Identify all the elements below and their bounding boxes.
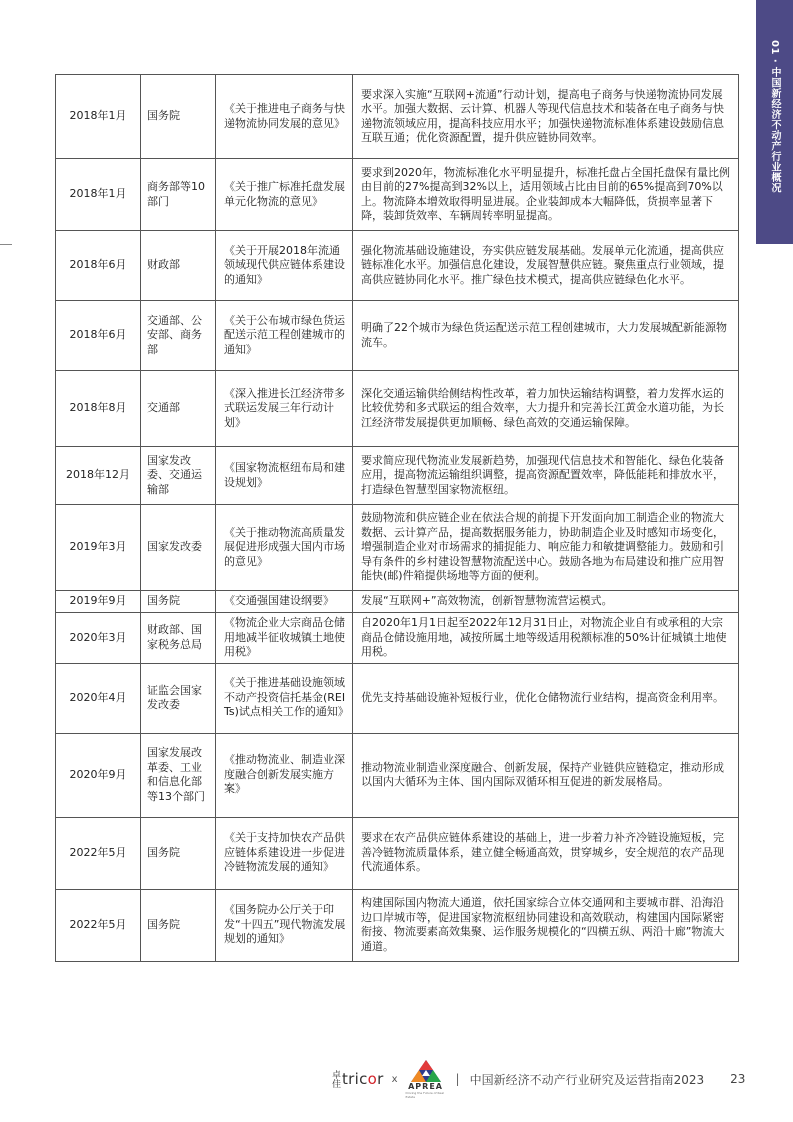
table-row [56,817,739,889]
table-row [56,75,739,159]
cell-document: 《关于推广标准托盘发展单元化物流的意见》 [216,159,353,231]
cell-description: 自2020年1月1日起至2022年12月31日止，对物流企业自有或承租的大宗商品仓储设施用地，减按所属土地等级适用税额标准的50%计征城镇土地使用税。 [353,613,739,664]
cell-date: 2019年3月 [56,505,141,591]
cell-description: 要求深入实施“互联网+流通”行动计划，提高电子商务与快递物流协同发展水平。加强大数据、云计算、机器人等现代信息技术和装备在电子商务与快递物流领域应用，提高科技应用水平；加强快递物流标准体系建设鼓励信息互联互通；优化资源配置，提升供应链协同效率。 [353,75,739,159]
cell-department: 国务院 [141,75,216,159]
cell-document: 《物流企业大宗商品仓储用地减半征收城镇土地使用税》 [216,613,353,664]
policy-table [55,74,739,962]
cell-department: 国家发展改革委、工业和信息化部等13个部门 [141,733,216,817]
policy-table-body [56,75,739,962]
cell-department: 国家发改委、交通运输部 [141,447,216,505]
table-row [56,663,739,733]
aprea-logo-tagline: Driving the Future of Real Estate [405,1091,444,1099]
chapter-title: 01 · 中国新经济不动产行业概况 [769,40,780,194]
cell-document: 《交通强国建设纲要》 [216,591,353,613]
table-row [56,505,739,591]
cell-date: 2020年9月 [56,733,141,817]
aprea-logo-word: APREA [408,1082,443,1091]
table-row [56,231,739,301]
cell-description: 鼓励物流和供应链企业在依法合规的前提下开发面向加工制造企业的物流大数据、云计算产品，提高数据服务能力，协助制造企业及时感知市场变化，增强制造企业对市场需求的捕捉能力、响应能力和敏捷调整能力。鼓励和引导有条件的乡村建设智慧物流配送中心。鼓励各地为布局建设和推广应用智能快(邮)件箱提供场地等方面的便利。 [353,505,739,591]
tricor-wordmark: tricor [342,1070,384,1088]
cell-date: 2018年1月 [56,159,141,231]
cell-description: 推动物流业制造业深度融合、创新发展，保持产业链供应链稳定，推动形成以国内大循环为主体、国内国际双循环相互促进的新发展格局。 [353,733,739,817]
tricor-logo [330,1070,384,1088]
page-number: 23 [730,1072,746,1086]
cell-description: 发展“互联网+”高效物流，创新智慧物流营运模式。 [353,591,739,613]
cell-date: 2022年5月 [56,817,141,889]
table-row [56,733,739,817]
table-row [56,301,739,371]
cell-description: 要求在农产品供应链体系建设的基础上，进一步着力补齐冷链设施短板，完善冷链物流质量体系，建立健全畅通高效，贯穿城乡，安全规范的农产品现代流通体系。 [353,817,739,889]
cell-date: 2018年6月 [56,231,141,301]
cell-document: 《关于推进基础设施领域不动产投资信托基金(REITs)试点相关工作的通知》 [216,663,353,733]
table-row [56,889,739,961]
aprea-triangle-icon [410,1059,442,1083]
cell-description: 优先支持基础设施补短板行业，优化仓储物流行业结构，提高资金利用率。 [353,663,739,733]
cell-department: 国家发改委 [141,505,216,591]
cell-description: 构建国际国内物流大通道，依托国家综合立体交通网和主要城市群、沿海沿边口岸城市等，促进国家物流枢纽协同建设和高效联动，构建国内国际紧密衔接、物流要素高效集聚、运作服务规模化的“四横五纵、两沿十廊”物流大通道。 [353,889,739,961]
cell-department: 交通部、公安部、商务部 [141,301,216,371]
table-row [56,447,739,505]
cell-date: 2018年8月 [56,371,141,447]
cell-date: 2022年5月 [56,889,141,961]
publication-title: 中国新经济不动产行业研究及运营指南2023 [469,1072,705,1087]
cell-document: 《推动物流业、制造业深度融合创新发展实施方案》 [216,733,353,817]
cell-department: 国务院 [141,817,216,889]
cell-description: 要求到2020年，物流标准化水平明显提升，标准托盘占全国托盘保有量比例由目前的27%提高到32%以上，适用领域占比由目前的65%提高到70%以上。物流降本增效取得明显进展。企业装卸成本大幅降低，货损率显著下降，装卸货效率、车辆周转率明显提高。 [353,159,739,231]
margin-marker [0,244,12,245]
tricor-logo-text [342,1070,384,1088]
chapter-side-tab [756,0,793,244]
cell-document: 《关于推动物流高质量发展促进形成强大国内市场的意见》 [216,505,353,591]
table-row [56,159,739,231]
cell-date: 2018年1月 [56,75,141,159]
cell-department: 财政部 [141,231,216,301]
cell-department: 证监会国家发改委 [141,663,216,733]
cell-document: 《关于推进电子商务与快递物流协同发展的意见》 [216,75,353,159]
cell-department: 国务院 [141,591,216,613]
cell-description: 深化交通运输供给侧结构性改革，着力加快运输结构调整，着力发挥水运的比较优势和多式联运的组合效率，大力提升和完善长江黄金水道功能，为长江经济带发展提供更加顺畅、绿色高效的交通运输保障。 [353,371,739,447]
cell-date: 2018年6月 [56,301,141,371]
cell-description: 强化物流基础设施建设，夯实供应链发展基础。发展单元化流通，提高供应链标准化水平。加强信息化建设，发展智慧供应链。聚焦重点行业领域，提高供应链协同化水平。推广绿色技术模式，提高供应链绿色化水平。 [353,231,739,301]
cell-document: 《国务院办公厅关于印发“十四五”现代物流发展规划的通知》 [216,889,353,961]
cell-date: 2020年4月 [56,663,141,733]
cell-document: 《国家物流枢纽布局和建设规划》 [216,447,353,505]
cell-description: 要求简应现代物流业发展新趋势，加强现代信息技术和智能化、绿色化装备应用，提高物流运输组织调整，提高资源配置效率，降低能耗和排放水平，打造绿色智慧型国家物流枢纽。 [353,447,739,505]
cell-department: 国务院 [141,889,216,961]
cell-date: 2020年3月 [56,613,141,664]
cell-document: 《关于公布城市绿色货运配送示范工程创建城市的通知》 [216,301,353,371]
cell-department: 商务部等10部门 [141,159,216,231]
cell-document: 《关于支持加快农产品供应链体系建设进一步促进冷链物流发展的通知》 [216,817,353,889]
cell-description: 明确了22个城市为绿色货运配送示范工程创建城市，大力发展城配新能源物流车。 [353,301,739,371]
footer-separator: | [455,1072,460,1086]
cell-date: 2019年9月 [56,591,141,613]
page-footer [330,1058,750,1100]
cell-department: 财政部、国家税务总局 [141,613,216,664]
tricor-logo-cn: 卓佳 [330,1070,340,1088]
cell-date: 2018年12月 [56,447,141,505]
cobrand-times: x [391,1073,398,1085]
aprea-logo [406,1059,446,1099]
table-row [56,591,739,613]
cell-document: 《关于开展2018年流通领域现代供应链体系建设的通知》 [216,231,353,301]
table-row [56,371,739,447]
table-row [56,613,739,664]
cell-document: 《深入推进长江经济带多式联运发展三年行动计划》 [216,371,353,447]
cell-department: 交通部 [141,371,216,447]
